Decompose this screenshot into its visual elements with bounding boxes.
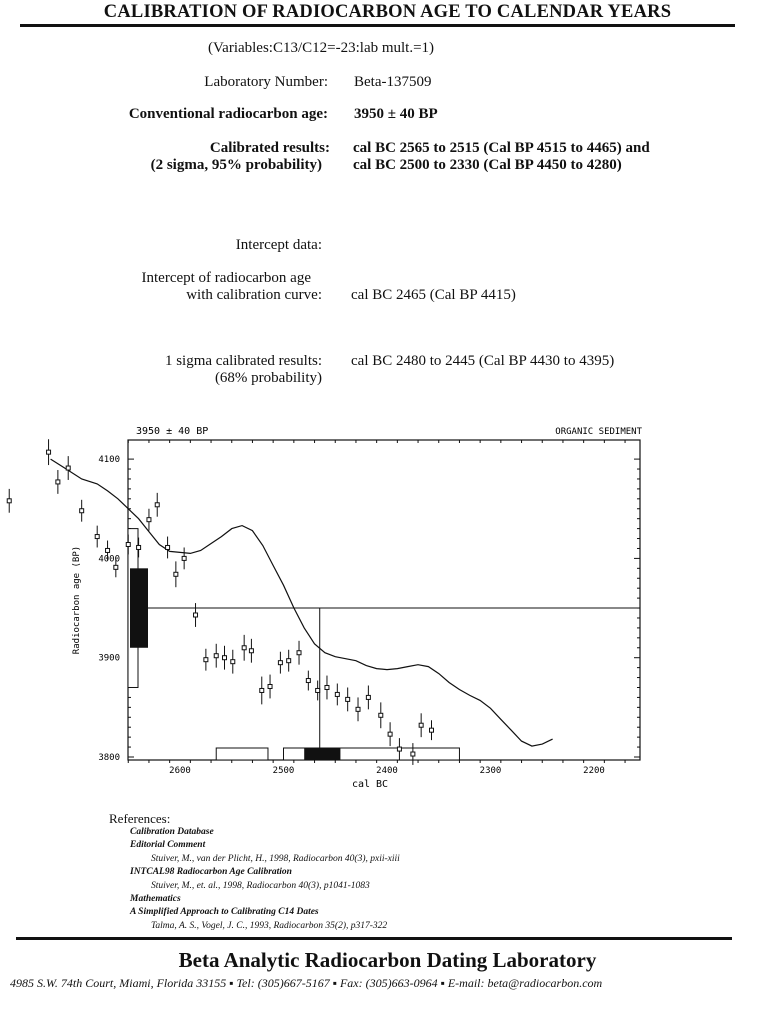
data-point <box>366 695 370 699</box>
chart-frame <box>128 440 640 760</box>
data-point <box>56 480 60 484</box>
chart-sample-label: 3950 ± 40 BP <box>136 426 209 437</box>
data-point <box>182 556 186 560</box>
calibrated-results-sublabel: (2 sigma, 95% probability) <box>150 157 322 173</box>
x-tick-label: 2300 <box>479 766 502 776</box>
data-point <box>174 572 178 576</box>
reference-line: Editorial Comment <box>130 840 206 851</box>
calibration-curve <box>51 459 553 746</box>
y-one-sigma-band <box>130 568 148 647</box>
intercept-value: cal BC 2465 (Cal BP 4415) <box>351 287 516 303</box>
data-point <box>411 752 415 756</box>
data-point <box>155 503 159 507</box>
calibrated-results-label: Calibrated results: <box>209 140 330 156</box>
data-point <box>388 732 392 736</box>
data-point <box>397 747 401 751</box>
bottom-rule <box>16 937 732 940</box>
data-point <box>335 692 339 696</box>
data-point <box>137 545 141 549</box>
x-tick-label: 2200 <box>583 766 605 776</box>
lab-number-label: Laboratory Number: <box>204 74 328 90</box>
chart-material-label: ORGANIC SEDIMENT <box>555 427 642 437</box>
chart-y-axis-label: Radiocarbon age (BP) <box>72 545 82 655</box>
page-title: CALIBRATION OF RADIOCARBON AGE TO CALENDAR YEARS <box>103 2 672 22</box>
reference-line: Stuiver, M., van der Plicht, H., 1998, Radiocarbon 40(3), pxii-xiii <box>151 853 400 864</box>
references-heading: References: <box>109 811 171 826</box>
y-tick-label: 4100 <box>98 455 120 466</box>
data-point <box>356 707 360 711</box>
intercept-label-2: with calibration curve: <box>186 287 322 303</box>
data-point <box>106 548 110 552</box>
data-point <box>166 545 170 549</box>
data-point <box>126 542 130 546</box>
data-point <box>278 661 282 665</box>
data-point <box>194 613 198 617</box>
one-sigma-label-2: (68% probability) <box>214 370 322 386</box>
data-point <box>223 656 227 660</box>
data-point <box>287 659 291 663</box>
reference-line: Stuiver, M., et. al., 1998, Radiocarbon 40(3), p1041-1083 <box>151 880 370 891</box>
chart-x-axis-label: cal BC <box>351 779 389 790</box>
data-point <box>325 685 329 689</box>
intercept-label-1: Intercept of radiocarbon age <box>141 270 311 286</box>
data-point <box>297 651 301 655</box>
data-point <box>214 654 218 658</box>
reference-line: Mathematics <box>130 894 181 904</box>
data-point <box>268 684 272 688</box>
data-point <box>249 649 253 653</box>
variables-line: (Variables:C13/C12=-23:lab mult.=1) <box>208 40 435 56</box>
lab-address: 4985 S.W. 74th Court, Miami, Florida 33155 ▪ Tel: (305)667-5167 ▪ Fax: (305)663-0964 ▪ E-mail: beta@radiocarbon.com <box>10 976 603 990</box>
data-point <box>306 679 310 683</box>
one-sigma-label-1: 1 sigma calibrated results: <box>164 353 322 369</box>
x-tick-label: 2500 <box>272 766 295 776</box>
reference-line: Calibration Database <box>130 827 214 837</box>
lab-name: Beta Analytic Radiocarbon Dating Laboratory <box>178 948 597 972</box>
data-point <box>242 646 246 650</box>
data-point <box>430 728 434 732</box>
data-point <box>147 518 151 522</box>
data-point <box>95 535 99 539</box>
reference-line: A Simplified Approach to Calibrating C14 Dates <box>130 907 319 918</box>
conventional-age-value: 3950 ± 40 BP <box>354 106 438 122</box>
y-tick-label: 3900 <box>98 653 120 664</box>
data-point <box>419 723 423 727</box>
x-tick-label: 2400 <box>376 766 398 776</box>
data-point <box>346 697 350 701</box>
y-tick-label: 3800 <box>98 753 120 763</box>
reference-line: Talma, A. S., Vogel, J. C., 1993, Radiocarbon 35(2), p317-322 <box>151 920 388 931</box>
conventional-age-label: Conventional radiocarbon age: <box>128 106 328 122</box>
data-point <box>231 660 235 664</box>
data-point <box>80 509 84 513</box>
data-point <box>66 466 70 470</box>
data-point <box>316 688 320 692</box>
x-two-sigma-range <box>216 748 268 760</box>
lab-number-value: Beta-137509 <box>354 74 432 90</box>
one-sigma-value: cal BC 2480 to 2445 (Cal BP 4430 to 4395) <box>351 353 615 369</box>
data-point <box>260 688 264 692</box>
data-point <box>47 450 51 454</box>
x-one-sigma-range <box>304 748 340 760</box>
calibrated-results-line-1: cal BC 2565 to 2515 (Cal BP 4515 to 4465) and <box>353 140 650 156</box>
calibrated-results-line-2: cal BC 2500 to 2330 (Cal BP 4450 to 4280) <box>353 157 622 173</box>
data-point <box>379 713 383 717</box>
x-tick-label: 2600 <box>169 766 191 776</box>
reference-line: INTCAL98 Radiocarbon Age Calibration <box>130 867 292 878</box>
data-point <box>7 499 11 503</box>
y-tick-label: 4000 <box>98 554 120 565</box>
data-point <box>204 658 208 662</box>
data-point <box>114 565 118 569</box>
intercept-data-label: Intercept data: <box>235 237 322 253</box>
